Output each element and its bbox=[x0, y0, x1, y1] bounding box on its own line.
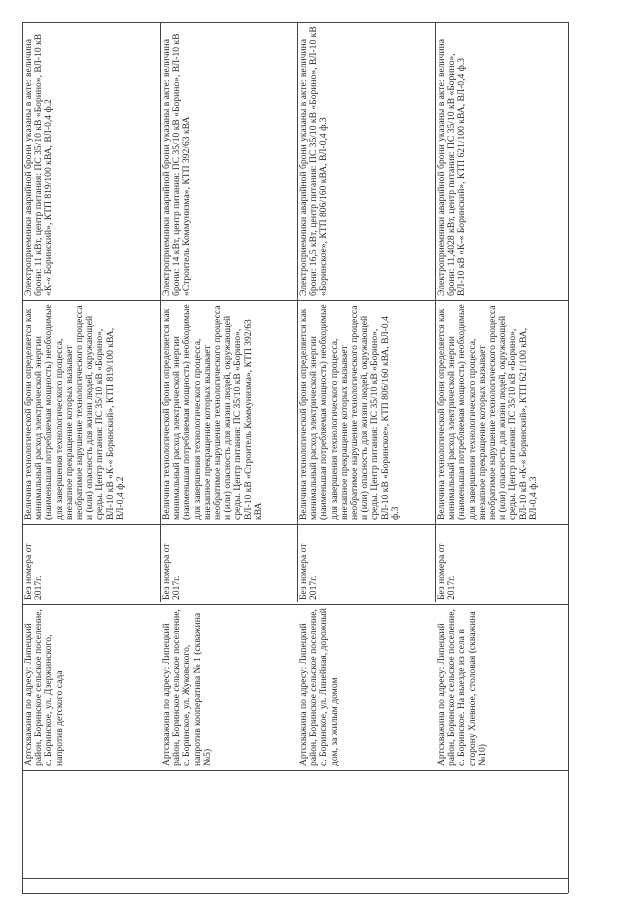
table-border-right bbox=[568, 22, 569, 893]
table-row-divider bbox=[22, 770, 568, 771]
table-row-divider bbox=[22, 524, 568, 525]
table-row-divider bbox=[22, 300, 568, 301]
table-row-divider bbox=[22, 878, 568, 879]
table-border-bottom bbox=[22, 893, 568, 894]
table-row-divider bbox=[22, 604, 568, 605]
table-border-top bbox=[22, 22, 568, 23]
